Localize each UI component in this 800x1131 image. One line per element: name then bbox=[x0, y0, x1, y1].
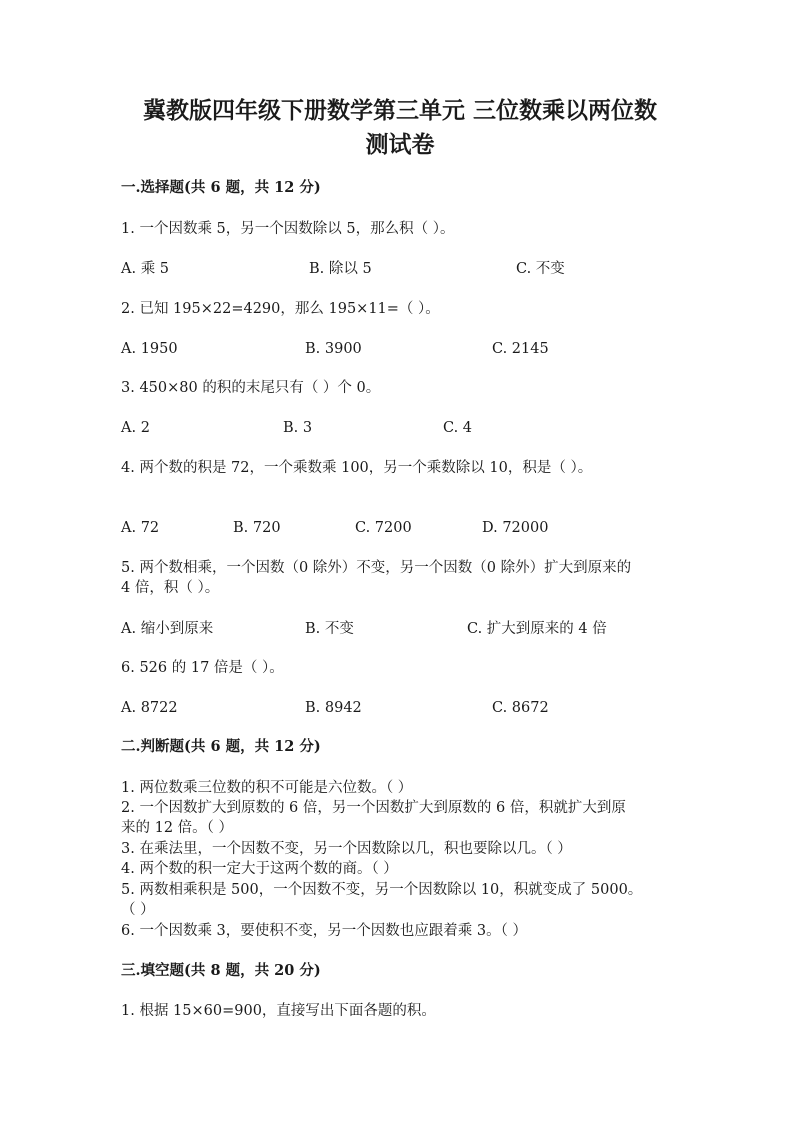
section-heading-choice: 一.选择题(共 6 题，共 12 分) bbox=[121, 179, 321, 196]
judgement-item: 1. 两位数乘三位数的积不可能是六位数。（ ） bbox=[121, 780, 413, 796]
fill-blank-item: 1. 根据 15×60=900，直接写出下面各题的积。 bbox=[121, 1003, 436, 1019]
question-text: 6. 526 的 17 倍是（ ）。 bbox=[121, 660, 284, 676]
question-text: 4. 两个数的积是 72，一个乘数乘 100，另一个乘数除以 10，积是（ ）。 bbox=[121, 460, 593, 476]
section-heading-judgement: 二.判断题(共 6 题，共 12 分) bbox=[121, 738, 321, 755]
question-text: 3. 450×80 的积的末尾只有（ ）个 0。 bbox=[121, 380, 381, 396]
option-b[interactable]: B. 720 bbox=[233, 520, 281, 536]
option-b[interactable]: B. 不变 bbox=[305, 621, 354, 637]
option-b[interactable]: B. 8942 bbox=[305, 700, 362, 716]
option-b[interactable]: B. 3900 bbox=[305, 341, 362, 357]
page-title-line-1: 冀教版四年级下册数学第三单元 三位数乘以两位数 bbox=[142, 97, 657, 124]
question-text: 2. 已知 195×22=4290，那么 195×11=（ ）。 bbox=[121, 301, 440, 317]
judgement-item: 3. 在乘法里，一个因数不变，另一个因数除以几，积也要除以几。（ ） bbox=[121, 841, 572, 857]
option-a[interactable]: A. 72 bbox=[121, 520, 160, 536]
option-d[interactable]: D. 72000 bbox=[482, 520, 549, 536]
judgement-item: 4. 两个数的积一定大于这两个数的商。（ ） bbox=[121, 861, 398, 877]
option-c[interactable]: C. 2145 bbox=[492, 341, 549, 357]
judgement-item-continued: 来的 12 倍。（ ） bbox=[121, 820, 234, 836]
option-a[interactable]: A. 8722 bbox=[121, 700, 178, 716]
option-b[interactable]: B. 3 bbox=[283, 420, 313, 436]
judgement-item: 5. 两数相乘积是 500，一个因数不变，另一个因数除以 10，积就变成了 5000。 bbox=[121, 882, 643, 898]
option-a[interactable]: A. 乘 5 bbox=[121, 261, 170, 277]
question-text: 1. 一个因数乘 5，另一个因数除以 5，那么积（ ）。 bbox=[121, 221, 455, 237]
option-c[interactable]: C. 8672 bbox=[492, 700, 549, 716]
page-title-line-2: 测试卷 bbox=[365, 131, 435, 158]
option-b[interactable]: B. 除以 5 bbox=[309, 261, 372, 277]
option-c[interactable]: C. 4 bbox=[443, 420, 473, 436]
section-heading-fill-blank: 三.填空题(共 8 题，共 20 分) bbox=[121, 962, 321, 979]
option-a[interactable]: A. 2 bbox=[121, 420, 150, 436]
option-c[interactable]: C. 7200 bbox=[355, 520, 412, 536]
judgement-item: 2. 一个因数扩大到原数的 6 倍，另一个因数扩大到原数的 6 倍，积就扩大到原 bbox=[121, 800, 626, 816]
option-a[interactable]: A. 1950 bbox=[121, 341, 178, 357]
question-text-continued: 4 倍，积（ ）。 bbox=[121, 580, 220, 596]
option-a[interactable]: A. 缩小到原来 bbox=[121, 621, 214, 637]
judgement-item-continued: （ ） bbox=[121, 902, 155, 918]
question-text: 5. 两个数相乘，一个因数（0 除外）不变，另一个因数（0 除外）扩大到原来的 bbox=[121, 560, 632, 576]
option-c[interactable]: C. 不变 bbox=[516, 261, 565, 277]
option-c[interactable]: C. 扩大到原来的 4 倍 bbox=[467, 621, 607, 637]
judgement-item: 6. 一个因数乘 3，要使积不变，另一个因数也应跟着乘 3。（ ） bbox=[121, 923, 527, 939]
